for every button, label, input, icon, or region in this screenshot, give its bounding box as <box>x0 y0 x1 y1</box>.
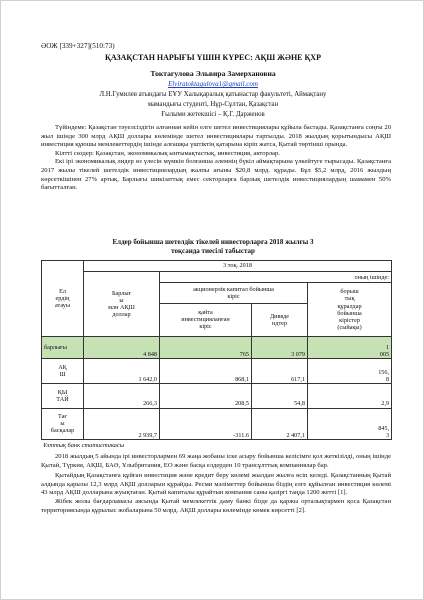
header-of-which: оның ішінде: <box>160 272 392 283</box>
cell-reinvested: -311.6 <box>160 408 252 439</box>
paper-title: ҚАЗАҚСТАН НАРЫҒЫ ҮШІН КҮРЕС: АҚШ ЖӘНЕ ҚХР <box>105 53 321 62</box>
body-paragraph-1: 2018 жылдың 5 айында ірі инвесторлармен 69 жаңа жобаны іске асыру бойынша келісімге қол жеткізілді, оның ішінде Қытай, Түркия, АҚШ, БАӘ, Ұлыбритания, ЕО және басқа елдерден 10 трансұлттық компаниялар бар. <box>41 453 391 469</box>
cell-dividends: 2 407,1 <box>252 408 308 439</box>
cell-dividends: 54,8 <box>252 384 308 409</box>
cell-country: АҚ Ш <box>42 359 84 384</box>
cell-debt: 845, 3 <box>308 408 392 439</box>
cell-total: 1 642,0 <box>84 359 160 384</box>
header-reinvested: қайта инвестицияланған кіріс <box>160 303 252 337</box>
header-total: Барлығ ы млн АҚШ доллар <box>84 272 160 337</box>
cell-country: барлығы <box>42 337 84 359</box>
abstract-text: Түйіндеме: Қазақстан тәуелсіздігін алғаннан кейін елге шетел инвестициялары құйыла бастады. Қазақстанға соңғы 20 жыл ішінде 300 млрд АҚШ доллары көлемінде шетел инвестициялары тартылды. 2018 жылдың қорытындысы АҚШ инвестиция құюшы мемлекеттердің ішінде алғашқы үштіктің қатарына кіріп жатса, Қытай төртінші орында. <box>41 124 391 149</box>
abstract-section <box>41 124 391 193</box>
table-row-usa <box>42 359 392 384</box>
udk-code: ӘОЖ [339+327](510:73) <box>41 42 115 50</box>
table-row-others <box>42 408 392 439</box>
header-dividends: Диввде ндтер <box>252 303 308 337</box>
table-source-note: Ұлттық банк статистикасы <box>43 442 125 449</box>
income-table <box>41 260 392 440</box>
cell-reinvested: 208,5 <box>160 384 252 409</box>
table-caption-line-2: тоқсанда тиесілі табыстар <box>171 247 255 255</box>
table-caption-line-1: Елдер бойынша шетелдік тікелей инвесторларға 2018 жылғы 3 <box>112 238 314 246</box>
cell-total: 266,3 <box>84 384 160 409</box>
supervisor-line: Ғылыми жетекшісі – Қ.Г. Дарженов <box>161 111 265 118</box>
cell-reinvested: 765 <box>160 337 252 359</box>
table-row-china <box>42 384 392 409</box>
body-paragraph-2: Қытайдың Қазақстанға құйған инвестиция және кредит беру көлемі жылдан жылға өсіп келеді. Қазақстанның Қытай алдында қарызы 12,3 млрд АҚШ долларын құрайды. Ресми мәліметтер бойынша біздің елге құйылған инвестиция көлемі 43 млрд АҚШ долларына жуықтаған. Қытай капиталы құрайтын компания саны қазіргі таңда 1200 жетті [1]. <box>41 472 391 497</box>
cell-debt: 1 005 <box>308 337 392 359</box>
affiliation-line-2: мамандығы студенті, Нұр-Сұлтан, Қазақстан <box>147 101 279 108</box>
intro-paragraph: Екі ірі экономикалық лидер өз үлесін мүмкін болғанша әлемнің бүкіл аймақтарына үлкейтуге тырысады. Қазақстанға 2017 жылы тікелей шетелдік инвестициялардың жалпы ағыны $20,8 млрд. құрады. Бұл $5,2 млрд, 2016 жылдың көрсеткішінен 27% артық. Барлығы шикізаттық емес секторларға барлық шетелдік инвестициялардың шамамен 50% бағытталған. <box>41 158 391 192</box>
author-name: Токтагулова Эльвира Замерхановна <box>150 69 276 78</box>
header-debt-income: борыш тық құралдар бойынша кірістер (сыйақы) <box>308 283 392 337</box>
header-equity-income: акционерлік капитал бойынша кіріс <box>160 283 308 303</box>
cell-debt: 156, 8 <box>308 359 392 384</box>
author-email-link[interactable]: Elviratoktagulova1@gmail.com <box>168 80 258 88</box>
header-period: 3 тоқ. 2018 <box>84 261 392 272</box>
cell-dividends: 617,1 <box>252 359 308 384</box>
table-row-total <box>42 337 392 359</box>
body-paragraph-3: Жібек жолы бағдарламасы аясында Қытай мемлекеттік даму банкі бізде да қаржы орталықтармен қоса Қазақстан территориясында құрылыс жобаларына 50 млрд. АҚШ доллары көлемінде көмек көрсетті [2]. <box>41 497 391 514</box>
header-country: Ел ердің атауы <box>42 261 84 337</box>
keywords-text: Кілтті сөздер: Қазақстан, экономикалық ынтымақтастық, инвестиция, акторлар. <box>55 149 280 157</box>
body-section <box>41 453 391 515</box>
cell-total: 4 848 <box>84 337 160 359</box>
cell-dividends: 3 079 <box>252 337 308 359</box>
affiliation-line-1: Л.Н.Гумилев атындағы ЕҰУ Халықаралық қатынастар факультеті, Аймақтану <box>99 91 327 98</box>
cell-reinvested: 868,1 <box>160 359 252 384</box>
cell-country: ҚЫ ТАЙ <box>42 384 84 409</box>
cell-debt: 2,9 <box>308 384 392 409</box>
cell-total: 2 939,7 <box>84 408 160 439</box>
cell-country: Тағ ы басқалар <box>42 408 84 439</box>
